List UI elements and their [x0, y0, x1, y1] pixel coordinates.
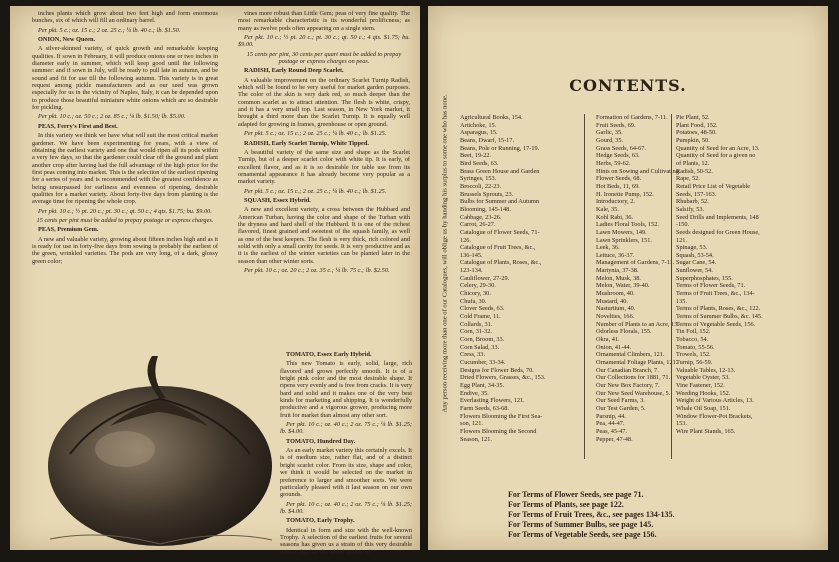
- price-line: Per pkt. 5 c.; oz. 15 c.; 2 oz. 25 c.; ¼ lb. 40 c.; lb. $1.25.: [244, 130, 387, 138]
- list-item: Cold Frame, 11.: [460, 313, 501, 321]
- list-item: For Terms of Summer Bulbs, see page 145.: [508, 520, 654, 529]
- list-item: Egg Plant, 34-35.: [460, 381, 505, 389]
- list-item: Flowers Blooming the First Sea-: [460, 412, 543, 420]
- price-line: Per pkt. 5 c.; oz. 15 c.; 2 oz. 25 c.; ¼ lb. 40 c.; lb. $1.50.: [38, 26, 181, 34]
- list-item: Mustard, 40.: [596, 297, 629, 305]
- list-item: Whale Oil Soap, 151.: [676, 404, 731, 412]
- list-item: Celery, 29-30.: [460, 282, 496, 290]
- list-item: Okra, 41.: [596, 336, 620, 344]
- list-item: Quantity of Seed for a given no: [676, 152, 756, 160]
- list-item: 135.: [676, 297, 688, 305]
- body-paragraph: A silver-skinned variety, of quick growth and remarkable keeping qualities. If sown in February, it will produce onions one or two inches in diameter early in summer, which will keep good until the following summer: and if sown in July, will be ready to pull late in autumn, and be sound and fit for use till the following autumn. This variety is in great request among pickle manufacturers and as our seed was grown especially for us in the vicinity of Naples, Italy, it can be depended upon to produce those beautiful miniature white onions which are so desirable for pickling.: [32, 45, 218, 112]
- list-item: Sugar Cane, 54.: [676, 259, 717, 267]
- list-item: For Terms of Plants, see page 122.: [508, 500, 624, 509]
- contents-column-1: [460, 114, 570, 443]
- list-item: Turnip, 56-59.: [676, 359, 713, 366]
- list-item: Grass Seeds, 64-67.: [596, 144, 647, 152]
- body-paragraph: inches plants which grow about two feet high and form enormous bunches, six of which will fill an ordinary barrel.: [32, 10, 218, 25]
- list-item: Window Flower-Pot Brackets,: [676, 412, 753, 420]
- list-item: Our New Seed Warehouse, 5.: [596, 389, 671, 397]
- body-paragraph: 15 cents per pint must be added to prepay postage or express charges.: [36, 216, 214, 224]
- list-item: Herbs, 59-62.: [596, 159, 631, 167]
- list-item: Corn, Broom, 33.: [460, 336, 505, 344]
- list-item: Endive, 35.: [460, 389, 489, 397]
- body-paragraph: Identical in form and size with the well-known Trophy. A selection of the earliest fruits for several seasons has given us a strain of this very desirable tomato that has the added quality of: [280, 526, 412, 556]
- list-item: Broccoli, 22-23.: [460, 182, 502, 190]
- list-item: Pie Plant, 52.: [676, 114, 710, 121]
- list-item: 121.: [676, 236, 688, 244]
- list-item: Hedge Seeds, 63.: [596, 152, 640, 160]
- list-item: Our Test Garden, 5.: [596, 404, 646, 412]
- list-item: Salsify, 53.: [676, 205, 705, 213]
- list-item: Gourd, 35.: [596, 136, 624, 144]
- body-paragraph: A beautiful variety of the same size and shape as the Scarlet Turnip, but of a deeper scarlet color with white tip. It is early, of excellent flavor, and as it is so desirable for table use from its ornamental appearance it has already become very popular as a market variety.: [238, 148, 410, 186]
- list-item: Terms of Flower Seeds, 71.: [676, 282, 746, 290]
- list-item: Syringes, 153.: [460, 175, 497, 183]
- left-column-1: [32, 10, 218, 267]
- list-item: Season, 121.: [460, 435, 493, 443]
- list-item: Lawn Sprinklers, 151.: [596, 236, 652, 244]
- entry-heading: TOMATO, Early Trophy.: [286, 517, 355, 525]
- list-item: Clover Seeds, 63.: [460, 305, 505, 313]
- tomato-illustration: [40, 354, 280, 554]
- list-item: Martynia, 37-38.: [596, 267, 639, 275]
- left-column-2: [238, 10, 410, 276]
- list-item: Wire Plant Stands, 165.: [676, 427, 736, 435]
- contents-title: CONTENTS.: [569, 76, 687, 95]
- list-item: Cress, 33.: [460, 351, 486, 359]
- list-item: Seeds designed for Green House,: [676, 228, 760, 236]
- list-item: Asparagus, 15.: [460, 129, 498, 137]
- list-item: Sunflower, 54.: [676, 267, 714, 275]
- list-item: Carrot, 26-27.: [460, 221, 496, 229]
- list-item: Artichoke, 15.: [460, 121, 497, 129]
- list-item: 153.: [676, 420, 688, 428]
- list-item: Agricultural Books, 154.: [460, 114, 523, 121]
- body-paragraph: In this variety we think we have what will suit the most critical market gardener. We have been experimenting for years, with a view of obtaining the earliest variety and one that would ripen all its pods within a very few days, so that the gardener could clear off the ground and plant another crop after having had the full advantage of the high price for the first peas coming into market. This is the selection of the earliest ripening for a series of years and is recommended with the greatest confidence as being unsurpassed for earliness and evenness of ripening, desirable qualities for a market variety. About forty-five days from planting is the average time for ripening the whole crop.: [32, 132, 218, 206]
- list-item: Cucumber, 33-34.: [460, 359, 506, 366]
- list-item: Beans, Dwarf, 15-17.: [460, 136, 515, 144]
- list-item: Garlic, 35.: [596, 129, 623, 137]
- list-item: Ladies Floral Tools, 152.: [596, 221, 659, 229]
- list-item: Cabbage, 23-26.: [460, 213, 502, 221]
- list-item: Weight of Various Articles, 13.: [676, 397, 754, 405]
- list-item: Catalogue of Flower Seeds, 71-: [460, 228, 540, 236]
- list-item: Our New Box Factory, 7.: [596, 381, 660, 389]
- list-item: For Terms of Flower Seeds, see page 71.: [508, 490, 644, 499]
- side-note: Any person receiving more than one of our Catalogues, will oblige us by handing his surplus to some one who has none.: [441, 94, 449, 413]
- list-item: Terms of Vegetable Seeds, 156.: [676, 320, 756, 328]
- list-item: Pea, 44-47.: [596, 420, 625, 428]
- price-line: Per pkt. 10 c.; oz. 20 c.; 2 oz. 35 c.; ¼ lb. 75 c.; lb. $2.50.: [244, 267, 390, 274]
- list-item: Terms of Fruit Trees, &c., 134-: [676, 290, 755, 298]
- list-item: Radish, 50-52.: [676, 167, 713, 175]
- right-page: [428, 6, 828, 550]
- list-item: Cauliflower, 27-29.: [460, 274, 510, 282]
- entry-heading: TOMATO, Hundred Day.: [286, 437, 356, 445]
- body-paragraph: As an early market variety this certainly excels. It is of medium size, rather flat, and of a distinct bright scarlet color. From its size, shape and color, we think it would be selected on the market in preference to larger and smoother sorts. We were particularly pleased with it last season on our own grounds.: [280, 447, 412, 499]
- list-item: Mushroom, 40.: [596, 290, 635, 298]
- list-item: Designs for Flower Beds, 70.: [460, 366, 534, 374]
- entry-heading: PEAS, Ferry's First and Best.: [38, 122, 118, 130]
- list-item: Lettuce, 36-37.: [596, 251, 635, 259]
- list-item: Plant Food, 152.: [676, 121, 718, 129]
- list-item: Parsnip, 44.: [596, 412, 626, 420]
- column-divider: [584, 114, 585, 459]
- terms-list: [508, 490, 675, 540]
- list-item: 136-145.: [460, 251, 483, 259]
- list-item: Rape, 52.: [676, 175, 700, 183]
- price-line: Per pkt. 10 c.; ½ pt. 20 c.; pt. 30 c.; qt. 50 c.; 4 qts. $1.75; bu. $9.00.: [238, 34, 410, 49]
- list-item: Farm Seeds, 63-68.: [460, 404, 509, 412]
- list-item: Fruit Seeds, 69.: [596, 121, 636, 129]
- entry-heading: SQUASH, Essex Hybrid.: [244, 196, 311, 204]
- list-item: Our Seed Farms, 3.: [596, 397, 645, 405]
- list-item: Brussels Sprouts, 23.: [460, 190, 514, 198]
- list-item: Collards, 31.: [460, 320, 493, 328]
- list-item: Superphosphates, 155.: [676, 274, 733, 282]
- list-item: son, 121.: [460, 420, 483, 428]
- list-item: H. Ironette Pump, 152.: [596, 190, 654, 198]
- list-item: Tomato, 55-56.: [676, 343, 715, 351]
- list-item: Trowels, 152.: [676, 351, 711, 359]
- list-item: Melon, Water, 39-40.: [596, 282, 650, 290]
- list-item: Potatoes, 48-50.: [676, 129, 717, 137]
- list-item: Novelties, 166.: [596, 313, 635, 321]
- list-item: Pepper, 47-48.: [596, 435, 633, 443]
- price-line: Per pkt. 10 c.; oz. 40 c.; 2 oz. 75 c.; ¼ lb. $1.25; lb. $4.00.: [280, 500, 412, 515]
- list-item: Hot Beds, 11, 69.: [596, 182, 640, 190]
- list-item: Peas, 45-47.: [596, 427, 627, 435]
- list-item: Leek, 36.: [596, 244, 620, 252]
- left-page: [10, 6, 420, 556]
- list-item: Seeds, 157-163.: [676, 190, 717, 198]
- list-item: Nasturtium, 40.: [596, 305, 636, 313]
- list-item: 123-134.: [460, 267, 483, 275]
- price-line: Per pkt. 5 c.; oz. 15 c.; 2 oz. 25 c.; ¼ lb. 40 c.; lb. $1.25.: [244, 187, 387, 195]
- list-item: Kohl Rabi, 36.: [596, 213, 634, 221]
- entry-heading: PEAS, Premium Gem.: [38, 226, 99, 234]
- body-paragraph: vines more robust than Little Gem; peas of very fine quality. The most remarkable characteristic is its wonderful prolificness; as many as twelve pods often appearing on a single stem.: [238, 10, 410, 32]
- list-item: Chicory, 30.: [460, 290, 491, 298]
- list-item: Catalogue of Fruit Trees, &c.,: [460, 244, 536, 252]
- list-item: Onion, 41-44.: [596, 343, 632, 351]
- list-item: For Terms of Fruit Trees, &c., see pages 134-135.: [508, 510, 675, 519]
- list-item: Terms of Plants, Roses, &c., 122.: [676, 305, 761, 313]
- list-item: 126.: [460, 236, 472, 244]
- list-item: Number of Plants to an Acre, 13.: [596, 320, 679, 328]
- list-item: Odorless Florals, 155.: [596, 328, 652, 336]
- list-item: Ornamental Climbers, 121.: [596, 351, 665, 359]
- left-column-3: [280, 351, 412, 558]
- list-item: Tin Foil, 152.: [676, 328, 711, 336]
- list-item: Our Collections for 1881, 71.: [596, 374, 671, 382]
- body-paragraph: 15 cents per pint, 30 cents per quart must be added to prepay postage or express charges on peas.: [246, 50, 402, 66]
- list-item: Flowers Blooming the Second: [460, 427, 537, 435]
- list-item: Vine Fastener, 152.: [676, 381, 725, 389]
- list-item: Dried Flowers, Grasses, &c., 153.: [460, 374, 546, 382]
- list-item: -150.: [676, 221, 690, 229]
- entry-heading: TOMATO, Essex Early Hybrid.: [286, 351, 372, 358]
- list-item: Corn Salad, 33.: [460, 343, 500, 351]
- price-line: Per pkt. 10 c.; oz. 40 c.; 2 oz. 75 c.; ¼ lb. $1.25; lb. $4.00.: [280, 421, 412, 436]
- body-paragraph: A new and valuable variety, growing about fifteen inches high and as it is ready for use in forty-five days from sowing is probably the earliest of the green, wrinkled varieties. The pods are very long, of a dark, glossy green color;: [32, 235, 218, 265]
- list-item: Weeding Hooks, 152.: [676, 389, 731, 397]
- list-item: Kale, 35.: [596, 205, 619, 213]
- list-item: Everlasting Flowers, 121.: [460, 397, 525, 405]
- entry-heading: RADISH, Early Scarlet Turnip, White Tipped.: [244, 139, 369, 147]
- list-item: Introductory, 2.: [596, 198, 635, 206]
- list-item: Bird Seeds, 63.: [460, 159, 499, 167]
- list-item: of Plants, 12.: [676, 159, 710, 167]
- list-item: Brass Green House and Garden: [460, 167, 540, 175]
- list-item: Squash, 53-54.: [676, 251, 714, 259]
- list-item: Pumpkin, 50.: [676, 136, 710, 144]
- entry-heading: RADISH, Early Round Deep Scarlet.: [244, 67, 344, 75]
- price-line: Per pkt. 10 c.; ½ pt. 20 c.; pt. 30 c.; qt. 50 c.; 4 qts. $1.75; bu. $9.00.: [38, 207, 212, 215]
- list-item: Quantity of Seed for an Acre, 13.: [676, 144, 760, 152]
- list-item: Valuable Tables, 12-13.: [676, 366, 736, 374]
- list-item: Beans, Pole or Running, 17-19.: [460, 144, 540, 152]
- list-item: Corn, 31-32.: [460, 328, 493, 336]
- list-item: Ornamental Foliage Plants, 121.: [596, 359, 678, 366]
- list-item: Retail Price List of Vegetable: [676, 182, 751, 190]
- list-item: Tobacco, 54.: [676, 336, 709, 344]
- list-item: Management of Gardens, 7-11.: [596, 259, 675, 267]
- body-paragraph: A new and excellent variety, a cross between the Hubbard and American Turban, having the color and shape of the Turban with the dryness and hard shell of the Hubbard. It is one of the richest flavored, finest grained and sweetest of the squash family, as well as one of the best keepers. The flesh is very thick, rich colored and solid with only a small cavity for seeds. It is very productive and as it is the earliest of the winter varieties can be planted later in the season than other winter sorts.: [238, 206, 410, 265]
- body-paragraph: This new Tomato is early, solid, large, rich flavored and grows perfectly smooth. It is of a bright pink color and the most desirable shape. It ripens very evenly and is free from cracks. It is very hard and solid and it makes one of the very best kinds for marketing and shipping. It is wonderfully productive and a vigorous grower, producing more fruit for market than almost any other sort.: [280, 360, 412, 419]
- list-item: Rhubarb, 52.: [676, 198, 709, 206]
- contents-column-3: [676, 114, 788, 436]
- list-item: Formation of Gardens, 7-11.: [596, 114, 668, 121]
- list-item: Lawn Mowers, 149.: [596, 228, 647, 236]
- list-item: Our Canadian Branch, 7.: [596, 366, 659, 374]
- list-item: Beet, 19-22.: [460, 152, 491, 160]
- list-item: Chufa, 30.: [460, 297, 487, 305]
- column-divider: [671, 114, 672, 459]
- list-item: Terms of Summer Bulbs, &c. 145.: [676, 313, 763, 321]
- entry-heading: ONION, New Queen.: [38, 36, 96, 44]
- list-item: For Terms of Vegetable Seeds, see page 156.: [508, 530, 657, 539]
- list-item: Flower Seeds, 68.: [596, 175, 642, 183]
- list-item: Seed Drills and Implements, 148: [676, 213, 759, 221]
- list-item: Blooming, 145-148.: [460, 205, 511, 213]
- list-item: Melon, Musk, 38.: [596, 274, 641, 282]
- body-paragraph: A valuable improvement on the ordinary Scarlet Turnip Radish, which will be found to be very useful for market garden purposes. The color of the skin is very dark red, so much deeper than the common scarlet as to attract attention. The flesh is white, crispy, and it has a very small top. Last season, in New York market, it brought a third more than the Scarlet Turnip. It is equally well adapted for growing in frames, greenhouse or open ground.: [238, 76, 410, 128]
- list-item: Bulbs for Summer and Autumn: [460, 198, 540, 206]
- list-item: Hints on Sowing and Cultivating: [596, 167, 679, 175]
- list-item: Spinage, 53.: [676, 244, 708, 252]
- list-item: Catalogue of Plants, Roses, &c.,: [460, 259, 542, 267]
- price-line: Per pkt. 10 c.; oz. 50 c.; 2 oz. 85 c.; ¼ lb. $1.50; lb. $5.00.: [38, 113, 186, 121]
- list-item: Vegetable Oyster, 53.: [676, 374, 730, 382]
